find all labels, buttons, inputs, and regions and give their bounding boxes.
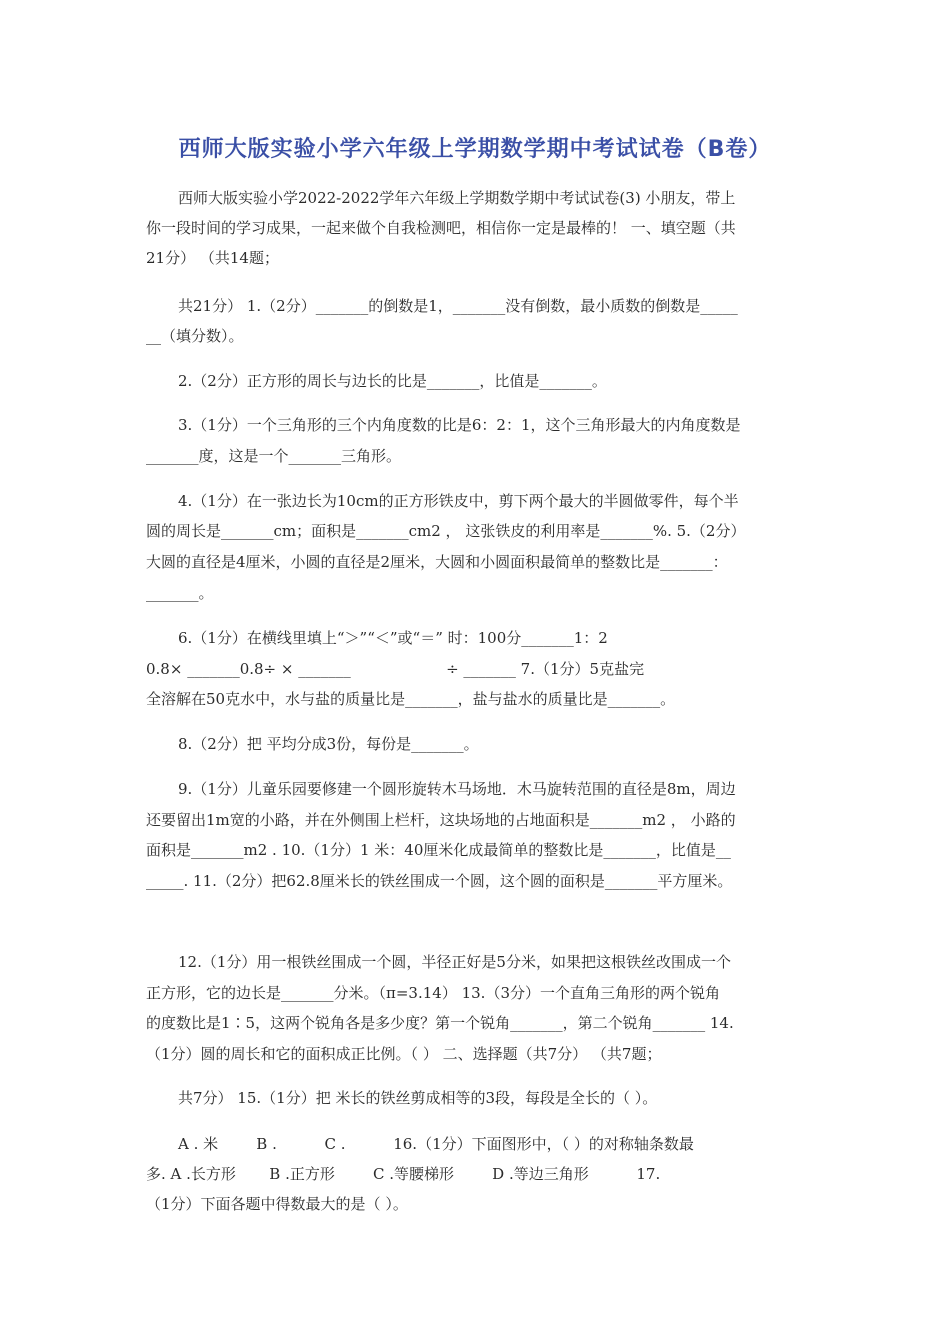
text-line: 4.（1分）在一张边长为10cm的正方形铁皮中，剪下两个最大的半圆做零件，每个半	[178, 492, 739, 510]
text-line: 西师大版实验小学2022-2022学年六年级上学期数学期中考试试卷(3) 小朋友，带上	[178, 189, 736, 207]
text-line: 大圆的直径是4厘米，小圆的直径是2厘米，大圆和小圆面积最简单的整数比是_______：	[146, 553, 728, 571]
text-line: _____. 11.（2分）把62.8厘米长的铁丝围成一个圆，这个圆的面积是_______平方厘米。	[146, 872, 733, 890]
text-line: 正方形，它的边长是_______分米。（π=3.14） 13.（3分）一个直角三角形的两个锐角	[146, 984, 720, 1002]
text-line: （1分）下面各题中得数最大的是（ ）。	[146, 1195, 408, 1213]
text-line: （1分）圆的周长和它的面积成正比例。（ ） 二、选择题（共7分） （共7题；	[146, 1045, 662, 1063]
text-line: 全溶解在50克水中，水与盐的质量比是_______，盐与盐水的质量比是_______。	[146, 690, 676, 708]
text-line: 多. A .长方形 B .正方形 C .等腰梯形 D .等边三角形 17.	[146, 1165, 661, 1183]
text-line: 共7分） 15.（1分）把 米长的铁丝剪成相等的3段，每段是全长的（ ）。	[178, 1089, 658, 1107]
text-line: 0.8× _______0.8÷ × _______ ÷ _______ 7.（1分）5克盐完	[146, 660, 645, 678]
document-title: 西师大版实验小学六年级上学期数学期中考试试卷（B卷）	[178, 137, 772, 162]
text-line: 21分） （共14题；	[146, 249, 279, 267]
text-line: 6.（1分）在横线里填上“＞”“＜”或“＝” 时：100分_______1：2	[178, 629, 608, 647]
text-line: 12.（1分）用一根铁丝围成一个圆，半径正好是5分米，如果把这根铁丝改围成一个	[178, 953, 731, 971]
text-line: 3.（1分）一个三角形的三个内角度数的比是6：2：1，这个三角形最大的内角度数是	[178, 416, 741, 434]
text-line: 的度数比是1∶5，这两个锐角各是多少度？第一个锐角_______，第二个锐角_______ 14.	[146, 1014, 734, 1032]
text-line: 8.（2分）把 平均分成3份，每份是_______。	[178, 735, 479, 753]
text-line: __（填分数）。	[146, 327, 244, 345]
text-line: 2.（2分）正方形的周长与边长的比是_______，比值是_______。	[178, 372, 607, 390]
text-line: 9.（1分）儿童乐园要修建一个圆形旋转木马场地．木马旋转范围的直径是8m，周边	[178, 780, 736, 798]
text-line: 共21分） 1.（2分）_______的倒数是1，_______没有倒数，最小质数的倒数是_____	[178, 297, 738, 315]
text-line: _______。	[146, 584, 214, 602]
text-line: A . 米 B . C . 16.（1分）下面图形中，（ ）的对称轴条数最	[178, 1135, 694, 1153]
text-line: 你一段时间的学习成果，一起来做个自我检测吧，相信你一定是最棒的！ 一、填空题（共	[146, 219, 736, 237]
text-line: 还要留出1m宽的小路，并在外侧围上栏杆，这块场地的占地面积是_______m2 ， 小路的	[146, 811, 736, 829]
text-line: 圆的周长是_______cm；面积是_______cm2 ， 这张铁皮的利用率是_______%. 5.（2分）	[146, 522, 746, 540]
text-line: _______度，这是一个_______三角形。	[146, 447, 402, 465]
text-line: 面积是_______m2 . 10.（1分）1 米：40厘米化成最简单的整数比是_______，比值是__	[146, 841, 731, 859]
